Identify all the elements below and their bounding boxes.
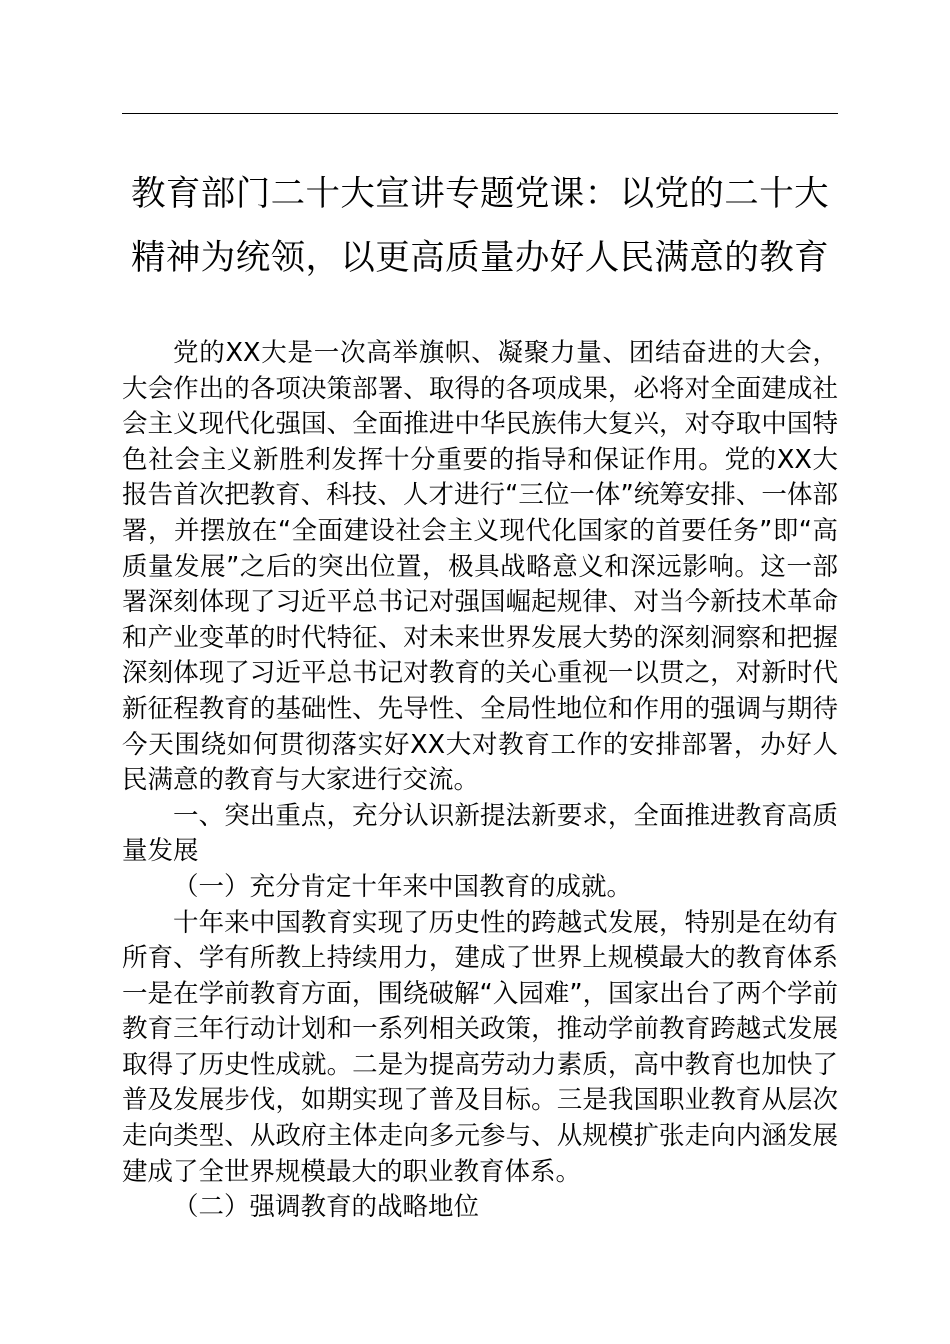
subsection-heading-1: （一）充分肯定十年来中国教育的成就。 [173,871,633,902]
title-line-1: 教育部门二十大宣讲专题党课：以党的二十大 [131,174,829,214]
document-body [122,336,838,1226]
header-rule [122,113,838,114]
document-title [122,162,838,290]
paragraph-intro: 党的XX大是一次高举旗帜、凝聚力量、团结奋进的大会，大会作出的各项决策部署、取得的各项成果，必将对全面建成社会主义现代化强国、全面推进中华民族伟大复兴，对夺取中国特色社会主义新胜利发挥十分重要的指导和保证作用。党的XX大报告首次把教育、科技、人才进行“三位一体”统筹安排、一体部署，并摆放在“全面建设社会主义现代化国家的首要任务”即“高质量发展”之后的突出位置，极具战略意义和深远影响。这一部署深刻体现了习近平总书记对强国崛起规律、对当今新技术革命和产业变革的时代特征、对未来世界发展大势的深刻洞察和把握深刻体现了习近平总书记对教育的关心重视一以贯之，对新时代新征程教育的基础性、先导性、全局性地位和作用的强调与期待今天围绕如何贯彻落实好XX大对教育工作的安排部署，办好人民满意的教育与大家进行交流。 [122,338,838,796]
section-heading-1: 一、突出重点，充分认识新提法新要求，全面推进教育高质量发展 [122,800,838,867]
title-line-2: 精神为统领，以更高质量办好人民满意的教育 [131,238,829,278]
subsection-heading-2: （二）强调教育的战略地位 [173,1192,480,1223]
paragraph-achievements: 十年来中国教育实现了历史性的跨越式发展，特别是在幼有所育、学有所教上持续用力，建成了世界上规模最大的教育体系一是在学前教育方面，围绕破解“入园难”，国家出台了两个学前教育三年行动计划和一系列相关政策，推动学前教育跨越式发展取得了历史性成就。二是为提高劳动力素质，高中教育也加快了普及发展步伐，如期实现了普及目标。三是我国职业教育从层次走向类型、从政府主体走向多元参与、从规模扩张走向内涵发展建成了全世界规模最大的职业教育体系。 [122,907,838,1187]
